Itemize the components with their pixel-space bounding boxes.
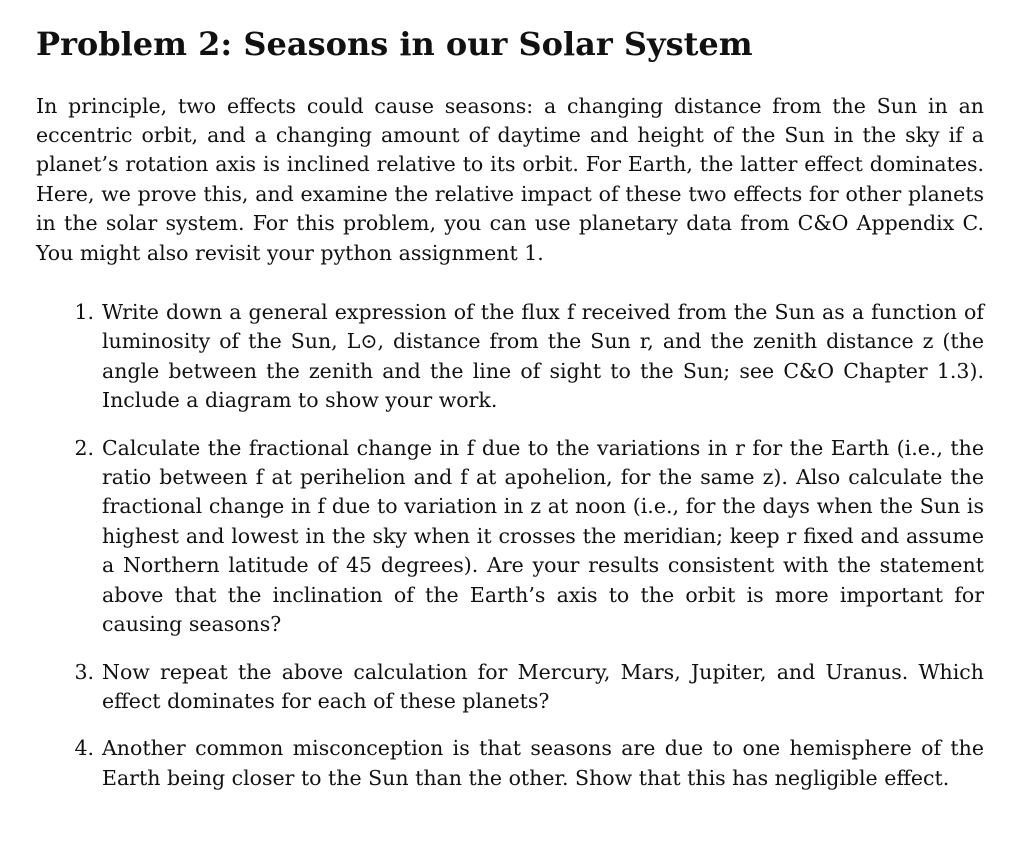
intro-paragraph: In principle, two effects could cause seasons: a changing distance from the Sun in an eccentric orbit, and a changing amount of daytime and height of the Sun in the sky if a planet’s rotation axis is inclined relative to its orbit. For Earth, the latter effect dominates. Here, we prove this, and examine the relative impact of these two effects for other planets in the solar system. For this problem, you can use planetary data from C&O Appendix C. You might also revisit your python assignment 1. xyxy=(36,93,984,265)
item-number: 2. xyxy=(74,435,94,460)
item-text: Another common misconception is that seasons are due to one hemisphere of the Earth being closer to the Sun than the other. Show that this has negligible effect. xyxy=(102,736,984,790)
problem-title: Problem 2: Seasons in our Solar System xyxy=(36,25,753,63)
item-text: Write down a general expression of the flux f received from the Sun as a function of luminosity of the Sun, L⊙, distance from the Sun r, and the zenith distance z (the angle between the zenith and the line of sight to the Sun; see C&O Chapter 1.3). Include a diagram to show your work. xyxy=(102,300,984,413)
item-number: 4. xyxy=(74,736,94,761)
item-number: 3. xyxy=(74,659,94,684)
item-number: 1. xyxy=(74,300,94,325)
document-page xyxy=(36,24,984,811)
item-text: Now repeat the above calculation for Mercury, Mars, Jupiter, and Uranus. Which effect dominates for each of these planets? xyxy=(102,659,984,713)
list-item xyxy=(36,658,984,717)
list-item xyxy=(36,298,984,416)
item-text: Calculate the fractional change in f due to the variations in r for the Earth (i.e., the ratio between f at perihelion and f at apohelion, for the same z). Also calculate the fractional change in f due to variation in z at noon (i.e., for the days when the Sun is highest and lowest in the sky when it crosses the meridian; keep r fixed and assume a Northern latitude of 45 degrees). Are your results consistent with the statement above that the inclination of the Earth’s axis to the orbit is more important for causing seasons? xyxy=(102,435,984,637)
list-item xyxy=(36,434,984,640)
list-item xyxy=(36,734,984,793)
problem-list xyxy=(36,298,984,793)
